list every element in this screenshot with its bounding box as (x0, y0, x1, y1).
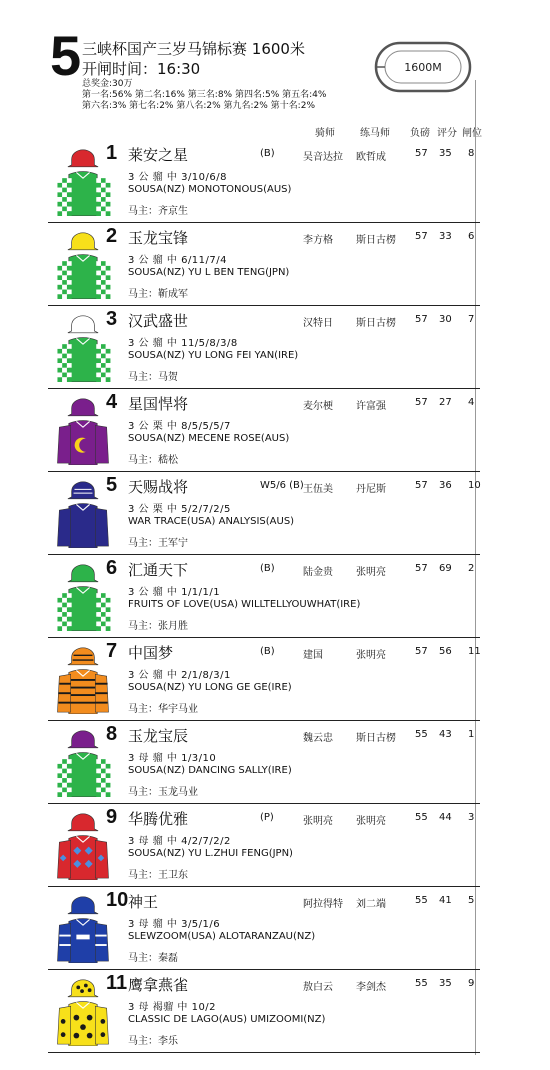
jockey-silks-icon (54, 893, 112, 963)
trainer: 李剑杰 (356, 982, 386, 993)
runner-number: 1 (106, 142, 118, 164)
weight: 57 (415, 314, 428, 325)
jockey-silks-icon (54, 312, 112, 382)
start-time: 开闸时间：16:30 (82, 60, 201, 78)
horse-info: 3 母 褐骝 中 10/2 (128, 1002, 217, 1013)
rating: 69 (439, 563, 452, 574)
gear: (P) (260, 812, 274, 823)
draw: 11 (468, 646, 481, 657)
jockey-silks-icon (54, 561, 112, 631)
jockey: 建国 (303, 650, 323, 661)
trainer: 张明亮 (356, 567, 386, 578)
pedigree: SOUSA(NZ) MECENE ROSE(AUS) (128, 433, 290, 444)
rating: 30 (439, 314, 452, 325)
weight: 57 (415, 148, 428, 159)
pedigree: SLEWZOOM(USA) ALOTARANZAU(NZ) (128, 931, 316, 942)
horse-info: 3 公 骝 中 2/1/8/3/1 (128, 670, 231, 681)
col-rating: 评分 (437, 128, 457, 139)
horse-name: 星国悍将 (128, 395, 189, 413)
runner-number: 8 (106, 723, 118, 745)
draw: 1 (468, 729, 475, 740)
horse-name: 汉武盛世 (128, 312, 189, 330)
prize-info (82, 79, 326, 112)
race-number: 5 (50, 24, 82, 87)
jockey: 王伍美 (303, 484, 333, 495)
pedigree: SOUSA(NZ) YU LONG GE GE(IRE) (128, 682, 292, 693)
prize-line-2: 第六名:3% 第七名:2% 第八名:2% 第九名:2% 第十名:2% (82, 101, 315, 111)
horse-name: 鹰拿燕雀 (128, 976, 189, 994)
track-oval-icon (373, 40, 473, 94)
rating: 36 (439, 480, 452, 491)
jockey: 汉特日 (303, 318, 333, 329)
weight: 55 (415, 895, 428, 906)
gear: (B) (260, 646, 275, 657)
owner: 马主：靳成军 (128, 289, 188, 300)
runner-number: 11 (106, 972, 128, 994)
jockey-silks-icon (54, 395, 112, 465)
trainer: 刘二端 (356, 899, 386, 910)
weight: 55 (415, 978, 428, 989)
owner: 马主：李乐 (128, 1036, 178, 1047)
weight: 55 (415, 729, 428, 740)
owner: 马主：齐京生 (128, 206, 188, 217)
race-header (0, 0, 550, 120)
draw: 7 (468, 314, 475, 325)
rating: 33 (439, 231, 452, 242)
jockey-silks-icon (54, 229, 112, 299)
trainer: 丹尼斯 (356, 484, 386, 495)
trainer: 斯日古楞 (356, 235, 396, 246)
prize-total: 总奖金:30万 (82, 79, 133, 89)
rating: 35 (439, 148, 452, 159)
jockey: 李方格 (303, 235, 333, 246)
draw: 5 (468, 895, 475, 906)
trainer: 张明亮 (356, 650, 386, 661)
rating: 27 (439, 397, 452, 408)
horse-name: 汇通天下 (128, 561, 189, 579)
jockey: 吴音达拉 (303, 152, 343, 163)
draw: 6 (468, 231, 475, 242)
runner-row (48, 555, 480, 638)
runner-number: 5 (106, 474, 118, 496)
runner-row (48, 140, 480, 223)
jockey: 魏云忠 (303, 733, 333, 744)
horse-info: 3 母 骝 中 1/3/10 (128, 753, 217, 764)
weight: 57 (415, 563, 428, 574)
rating: 41 (439, 895, 452, 906)
horse-info: 3 公 骝 中 11/5/8/3/8 (128, 338, 238, 349)
gear: (B) (260, 563, 275, 574)
horse-info: 3 母 骝 中 4/2/7/2/2 (128, 836, 231, 847)
jockey-silks-icon (54, 478, 112, 548)
trainer: 许富强 (356, 401, 386, 412)
gear: (B) (260, 148, 275, 159)
horse-info: 3 公 栗 中 5/2/7/2/5 (128, 504, 231, 515)
draw: 10 (468, 480, 481, 491)
rating: 44 (439, 812, 452, 823)
draw: 2 (468, 563, 475, 574)
horse-info: 3 公 栗 中 8/5/5/5/7 (128, 421, 231, 432)
runner-number: 4 (106, 391, 118, 413)
col-trainer: 练马师 (360, 128, 390, 139)
horse-name: 玉龙宝锋 (128, 229, 189, 247)
horse-info: 3 母 骝 中 3/5/1/6 (128, 919, 221, 930)
jockey-silks-icon (54, 976, 112, 1046)
owner: 马主：玉龙马业 (128, 787, 198, 798)
jockey-silks-icon (54, 727, 112, 797)
jockey-silks-icon (54, 644, 112, 714)
owner: 马主：王军宁 (128, 538, 188, 549)
trainer: 斯日古楞 (356, 318, 396, 329)
trainer: 张明亮 (356, 816, 386, 827)
draw: 9 (468, 978, 475, 989)
weight: 55 (415, 812, 428, 823)
rating: 43 (439, 729, 452, 740)
pedigree: SOUSA(NZ) DANCING SALLY(IRE) (128, 765, 292, 776)
trainer: 欧哲成 (356, 152, 386, 163)
race-title: 三峡杯国产三岁马锦标赛 1600米 (82, 40, 305, 58)
horse-name: 中国梦 (128, 644, 174, 662)
runner-number: 10 (106, 889, 129, 911)
runner-number: 9 (106, 806, 118, 828)
runner-row (48, 970, 480, 1053)
jockey: 陆金贵 (303, 567, 333, 578)
draw: 3 (468, 812, 475, 823)
col-jockey: 骑师 (315, 128, 335, 139)
runner-row (48, 887, 480, 970)
runner-row (48, 638, 480, 721)
jockey: 阿拉得特 (303, 899, 343, 910)
pedigree: WAR TRACE(USA) ANALYSIS(AUS) (128, 516, 295, 527)
owner: 马主：王卫东 (128, 870, 188, 881)
horse-name: 莱安之星 (128, 146, 189, 164)
gear: W5/6 (B) (260, 480, 304, 491)
runner-number: 3 (106, 308, 118, 330)
draw: 4 (468, 397, 475, 408)
horse-info: 3 公 骝 中 3/10/6/8 (128, 172, 227, 183)
owner: 马主：秦磊 (128, 953, 178, 964)
pedigree: FRUITS OF LOVE(USA) WILLTELLYOUWHAT(IRE) (128, 599, 361, 610)
runner-number: 7 (106, 640, 118, 662)
runner-number: 6 (106, 557, 118, 579)
owner: 马主：马贺 (128, 372, 178, 383)
rating: 56 (439, 646, 452, 657)
owner: 马主：嵇松 (128, 455, 178, 466)
weight: 57 (415, 480, 428, 491)
pedigree: CLASSIC DE LAGO(AUS) UMIZOOMI(NZ) (128, 1014, 326, 1025)
pedigree: SOUSA(NZ) YU LONG FEI YAN(IRE) (128, 350, 299, 361)
track-diagram (373, 40, 473, 94)
row-separator (48, 1052, 480, 1053)
owner: 马主：张月胜 (128, 621, 188, 632)
jockey: 张明亮 (303, 816, 333, 827)
horse-name: 天赐战将 (128, 478, 189, 496)
runner-row (48, 223, 480, 306)
runner-row (48, 804, 480, 887)
prize-line-1: 第一名:56% 第二名:16% 第三名:8% 第四名:5% 第五名:4% (82, 90, 327, 100)
weight: 57 (415, 397, 428, 408)
pedigree: SOUSA(NZ) YU L BEN TENG(JPN) (128, 267, 290, 278)
horse-name: 玉龙宝辰 (128, 727, 189, 745)
col-draw: 闸位 (462, 128, 482, 139)
runner-row (48, 721, 480, 804)
horse-name: 华腾优雅 (128, 810, 189, 828)
track-label: 1600M (404, 61, 442, 74)
horse-name: 神王 (128, 893, 159, 911)
pedigree: SOUSA(NZ) YU L.ZHUI FENG(JPN) (128, 848, 293, 859)
horse-info: 3 公 骝 中 6/11/7/4 (128, 255, 227, 266)
jockey-silks-icon (54, 810, 112, 880)
trainer: 斯日古楞 (356, 733, 396, 744)
jockey: 敖白云 (303, 982, 333, 993)
horse-info: 3 公 骝 中 1/1/1/1 (128, 587, 221, 598)
runner-number: 2 (106, 225, 118, 247)
runner-row (48, 306, 480, 389)
weight: 57 (415, 231, 428, 242)
col-weight: 负磅 (410, 128, 430, 139)
owner: 马主：华宇马业 (128, 704, 198, 715)
jockey: 麦尔梗 (303, 401, 333, 412)
pedigree: SOUSA(NZ) MONOTONOUS(AUS) (128, 184, 292, 195)
jockey-silks-icon (54, 146, 112, 216)
draw: 8 (468, 148, 475, 159)
runner-row (48, 472, 480, 555)
rating: 35 (439, 978, 452, 989)
runner-row (48, 389, 480, 472)
weight: 57 (415, 646, 428, 657)
